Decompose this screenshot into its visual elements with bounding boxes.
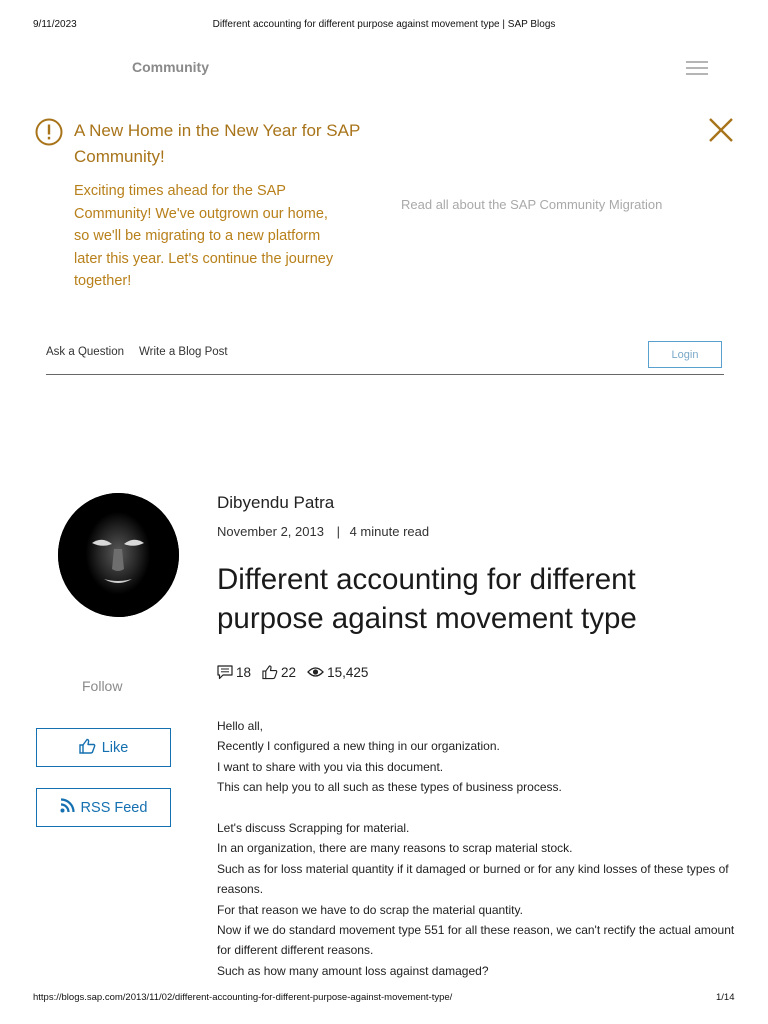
- body-paragraph: I want to share with you via this document.: [217, 759, 444, 774]
- body-paragraph: For that reason we have to do scrap the material quantity.: [217, 902, 523, 917]
- login-button[interactable]: Login: [648, 341, 722, 368]
- body-paragraph: Hello all,: [217, 719, 264, 733]
- thumbs-up-icon: [79, 738, 96, 758]
- body-paragraph: In an organization, there are many reasons to scrap material stock.: [217, 841, 573, 856]
- post-date: November 2, 2013: [217, 524, 324, 539]
- ask-question-link[interactable]: Ask a Question: [46, 346, 124, 358]
- body-paragraph: Let's discuss Scrapping for material.: [217, 821, 410, 836]
- body-paragraph: Recently I configured a new thing in our organization.: [217, 739, 500, 754]
- hamburger-icon[interactable]: [686, 61, 708, 75]
- views-count: 15,425: [327, 664, 369, 680]
- post-meta: [217, 524, 429, 539]
- follow-button[interactable]: Follow: [82, 678, 123, 694]
- rss-feed-button[interactable]: [36, 788, 171, 827]
- meta-separator: |: [336, 524, 340, 539]
- print-page-number: 1/14: [716, 992, 735, 1003]
- avatar[interactable]: [58, 493, 179, 617]
- page-title: Different accounting for different purpose against movement type: [217, 563, 637, 635]
- migration-link[interactable]: Read all about the SAP Community Migration: [401, 197, 663, 212]
- read-time: 4 minute read: [349, 524, 430, 539]
- body-paragraph: Such as for loss material quantity if it damaged or burned or for any kind losses of these types of reasons.: [217, 861, 729, 897]
- comment-icon: [217, 665, 233, 680]
- post-body: [217, 716, 737, 981]
- exclamation-circle-icon: [35, 118, 63, 146]
- likes-stat[interactable]: [262, 664, 296, 680]
- close-icon[interactable]: [707, 116, 735, 144]
- banner-title: A New Home in the New Year for SAP Community!: [74, 121, 361, 166]
- rss-icon: [60, 798, 75, 817]
- nav-divider: [46, 374, 724, 375]
- rss-feed-label: RSS Feed: [80, 799, 148, 816]
- body-paragraph: This can help you to all such as these types of business process.: [217, 780, 562, 795]
- like-label: Like: [101, 739, 129, 756]
- likes-count: 22: [281, 664, 297, 680]
- comments-stat[interactable]: [217, 665, 251, 680]
- banner-text: Exciting times ahead for the SAP Community! We've outgrown our home, so we'll be migrating to a new platform later this year. Let's continue the journey together!: [74, 183, 334, 289]
- community-logo-text[interactable]: Community: [132, 59, 209, 75]
- body-paragraph: Now if we do standard movement type 551 for all these reason, we can't rectify the actual amount for different different reasons.: [217, 923, 735, 958]
- write-blog-post-link[interactable]: Write a Blog Post: [139, 346, 228, 358]
- thumbs-up-icon: [262, 664, 278, 680]
- body-paragraph: Such as how many amount loss against damaged?: [217, 963, 489, 978]
- author-name[interactable]: Dibyendu Patra: [217, 493, 335, 512]
- eye-icon: [307, 666, 324, 678]
- print-title: Different accounting for different purpose against movement type | SAP Blogs: [212, 19, 556, 30]
- body-paragraph: [217, 798, 737, 818]
- comments-count: 18: [236, 664, 252, 680]
- like-button[interactable]: [36, 728, 171, 767]
- print-date: 9/11/2023: [33, 19, 77, 30]
- views-stat: [307, 665, 368, 680]
- post-stats: [217, 664, 379, 680]
- print-footer-url: https://blogs.sap.com/2013/11/02/different-accounting-for-different-purpose-against-movement-type/: [33, 992, 453, 1003]
